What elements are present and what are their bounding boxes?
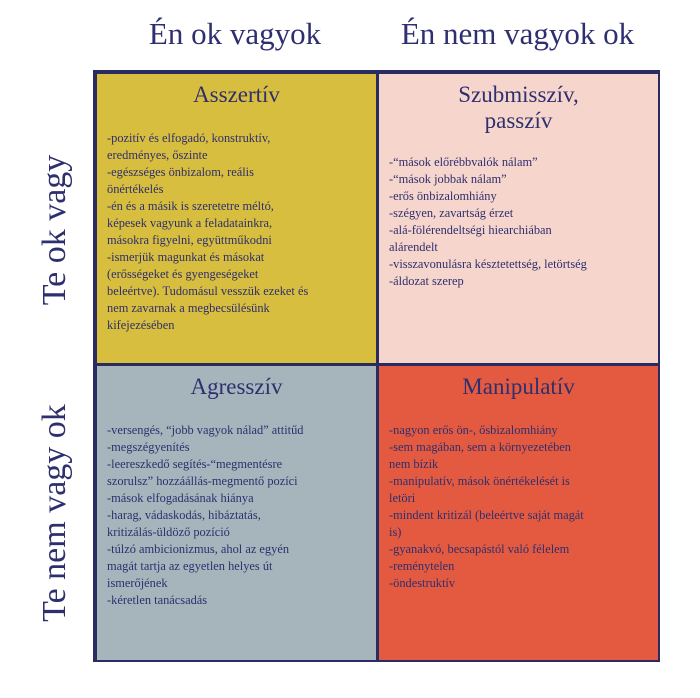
quadrant-item: képesek vagyunk a feladatainkra, [107, 216, 273, 230]
quadrant-item: -szégyen, zavartság érzet [389, 206, 514, 220]
quadrant-item: -ismerjük magunkat és másokat [107, 250, 265, 264]
quadrant-item: -“mások jobbak nálam” [389, 172, 507, 186]
quadrant-item: -pozitív és elfogadó, konstruktív, [107, 131, 271, 145]
quadrant-item: ismerőjének [107, 576, 168, 590]
quadrant-title: Agresszív [190, 374, 283, 399]
quadrant-item: -erős önbizalomhiány [389, 189, 497, 203]
quadrant-item-list [97, 422, 376, 609]
quadrant-item: letöri [389, 491, 416, 505]
quadrant-item: is) [389, 525, 402, 539]
quadrant-item: szorulsz” hozzáállás-megmentő pozíci [107, 474, 298, 488]
quadrant-item: -manipulatív, mások önértékelését is [389, 474, 570, 488]
quadrant-item: -“mások előrébbvalók nálam” [389, 155, 538, 169]
quadrant-title: Manipulatív [462, 374, 575, 399]
quadrant-item: -versengés, “jobb vagyok nálad” attitűd [107, 423, 304, 437]
quadrant-item: magát tartja az egyetlen helyes út [107, 559, 273, 573]
row-header-te-nem-ok-label: Te nem vagy ok [36, 404, 73, 622]
quadrant-item-list [379, 422, 658, 592]
quadrant-item: -én és a másik is szeretetre méltó, [107, 199, 274, 213]
quadrant-item-list [97, 130, 376, 334]
quadrant-item: -kéretlen tanácsadás [107, 593, 208, 607]
quadrant-item: önértékelés [107, 182, 164, 196]
quadrant-item: -mindent kritizál (beleértve saját magát [389, 508, 584, 522]
quadrant-item: -túlzó ambicionizmus, ahol az egyén [107, 542, 290, 556]
quadrant-submissive [379, 74, 658, 363]
quadrant-item: -áldozat szerep [389, 274, 464, 288]
column-header-en-ok: Én ok vagyok [148, 16, 322, 51]
quadrant-item: -alá-fölérendeltségi hiearchiában [389, 223, 552, 237]
quadrant-item: beleértve). Tudomásul vesszük ezeket és [107, 284, 309, 298]
quadrant-grid [93, 70, 660, 662]
quadrant-item: -gyanakvó, becsapástól való félelem [389, 542, 570, 556]
quadrant-assertive [97, 74, 376, 363]
quadrant-item: nem bízik [389, 457, 439, 471]
quadrant-item: -egészséges önbizalom, reális [107, 165, 254, 179]
quadrant-item: -sem magában, sem a környezetében [389, 440, 571, 454]
quadrant-item: kritizálás-üldöző pozíció [107, 525, 230, 539]
quadrant-item: másokra figyelni, együttműkodni [107, 233, 272, 247]
quadrant-manipulative [379, 366, 658, 660]
quadrant-item: -harag, vádaskodás, hibáztatás, [107, 508, 261, 522]
column-header-en-nem-ok: Én nem vagyok ok [400, 16, 635, 51]
quadrant-item: (erősségeket és gyengeségeket [107, 267, 259, 281]
quadrant-item: alárendelt [389, 240, 438, 254]
quadrant-item: -reménytelen [389, 559, 455, 573]
quadrant-item: nem zavarnak a megbecsülésünk [107, 301, 270, 315]
quadrant-item: -visszavonulásra késztetettség, letörtség [389, 257, 587, 271]
quadrant-item: kifejezésében [107, 318, 175, 332]
quadrant-item: -nagyon erős ön-, ősbizalomhiány [389, 423, 558, 437]
quadrant-item: eredményes, őszinte [107, 148, 208, 162]
quadrant-aggressive [97, 366, 376, 660]
row-header-te-ok-label: Te ok vagy [36, 154, 73, 306]
quadrant-item: -mások elfogadásának hiánya [107, 491, 254, 505]
quadrant-title: Szubmisszív, passzív [458, 82, 579, 133]
quadrant-item: -öndestruktív [389, 576, 456, 590]
quadrant-item: -megszégyenítés [107, 440, 190, 454]
quadrant-item: -leereszkedő segítés-“megmentésre [107, 457, 283, 471]
quadrant-title: Asszertív [193, 82, 280, 107]
quadrant-item-list [379, 154, 658, 290]
